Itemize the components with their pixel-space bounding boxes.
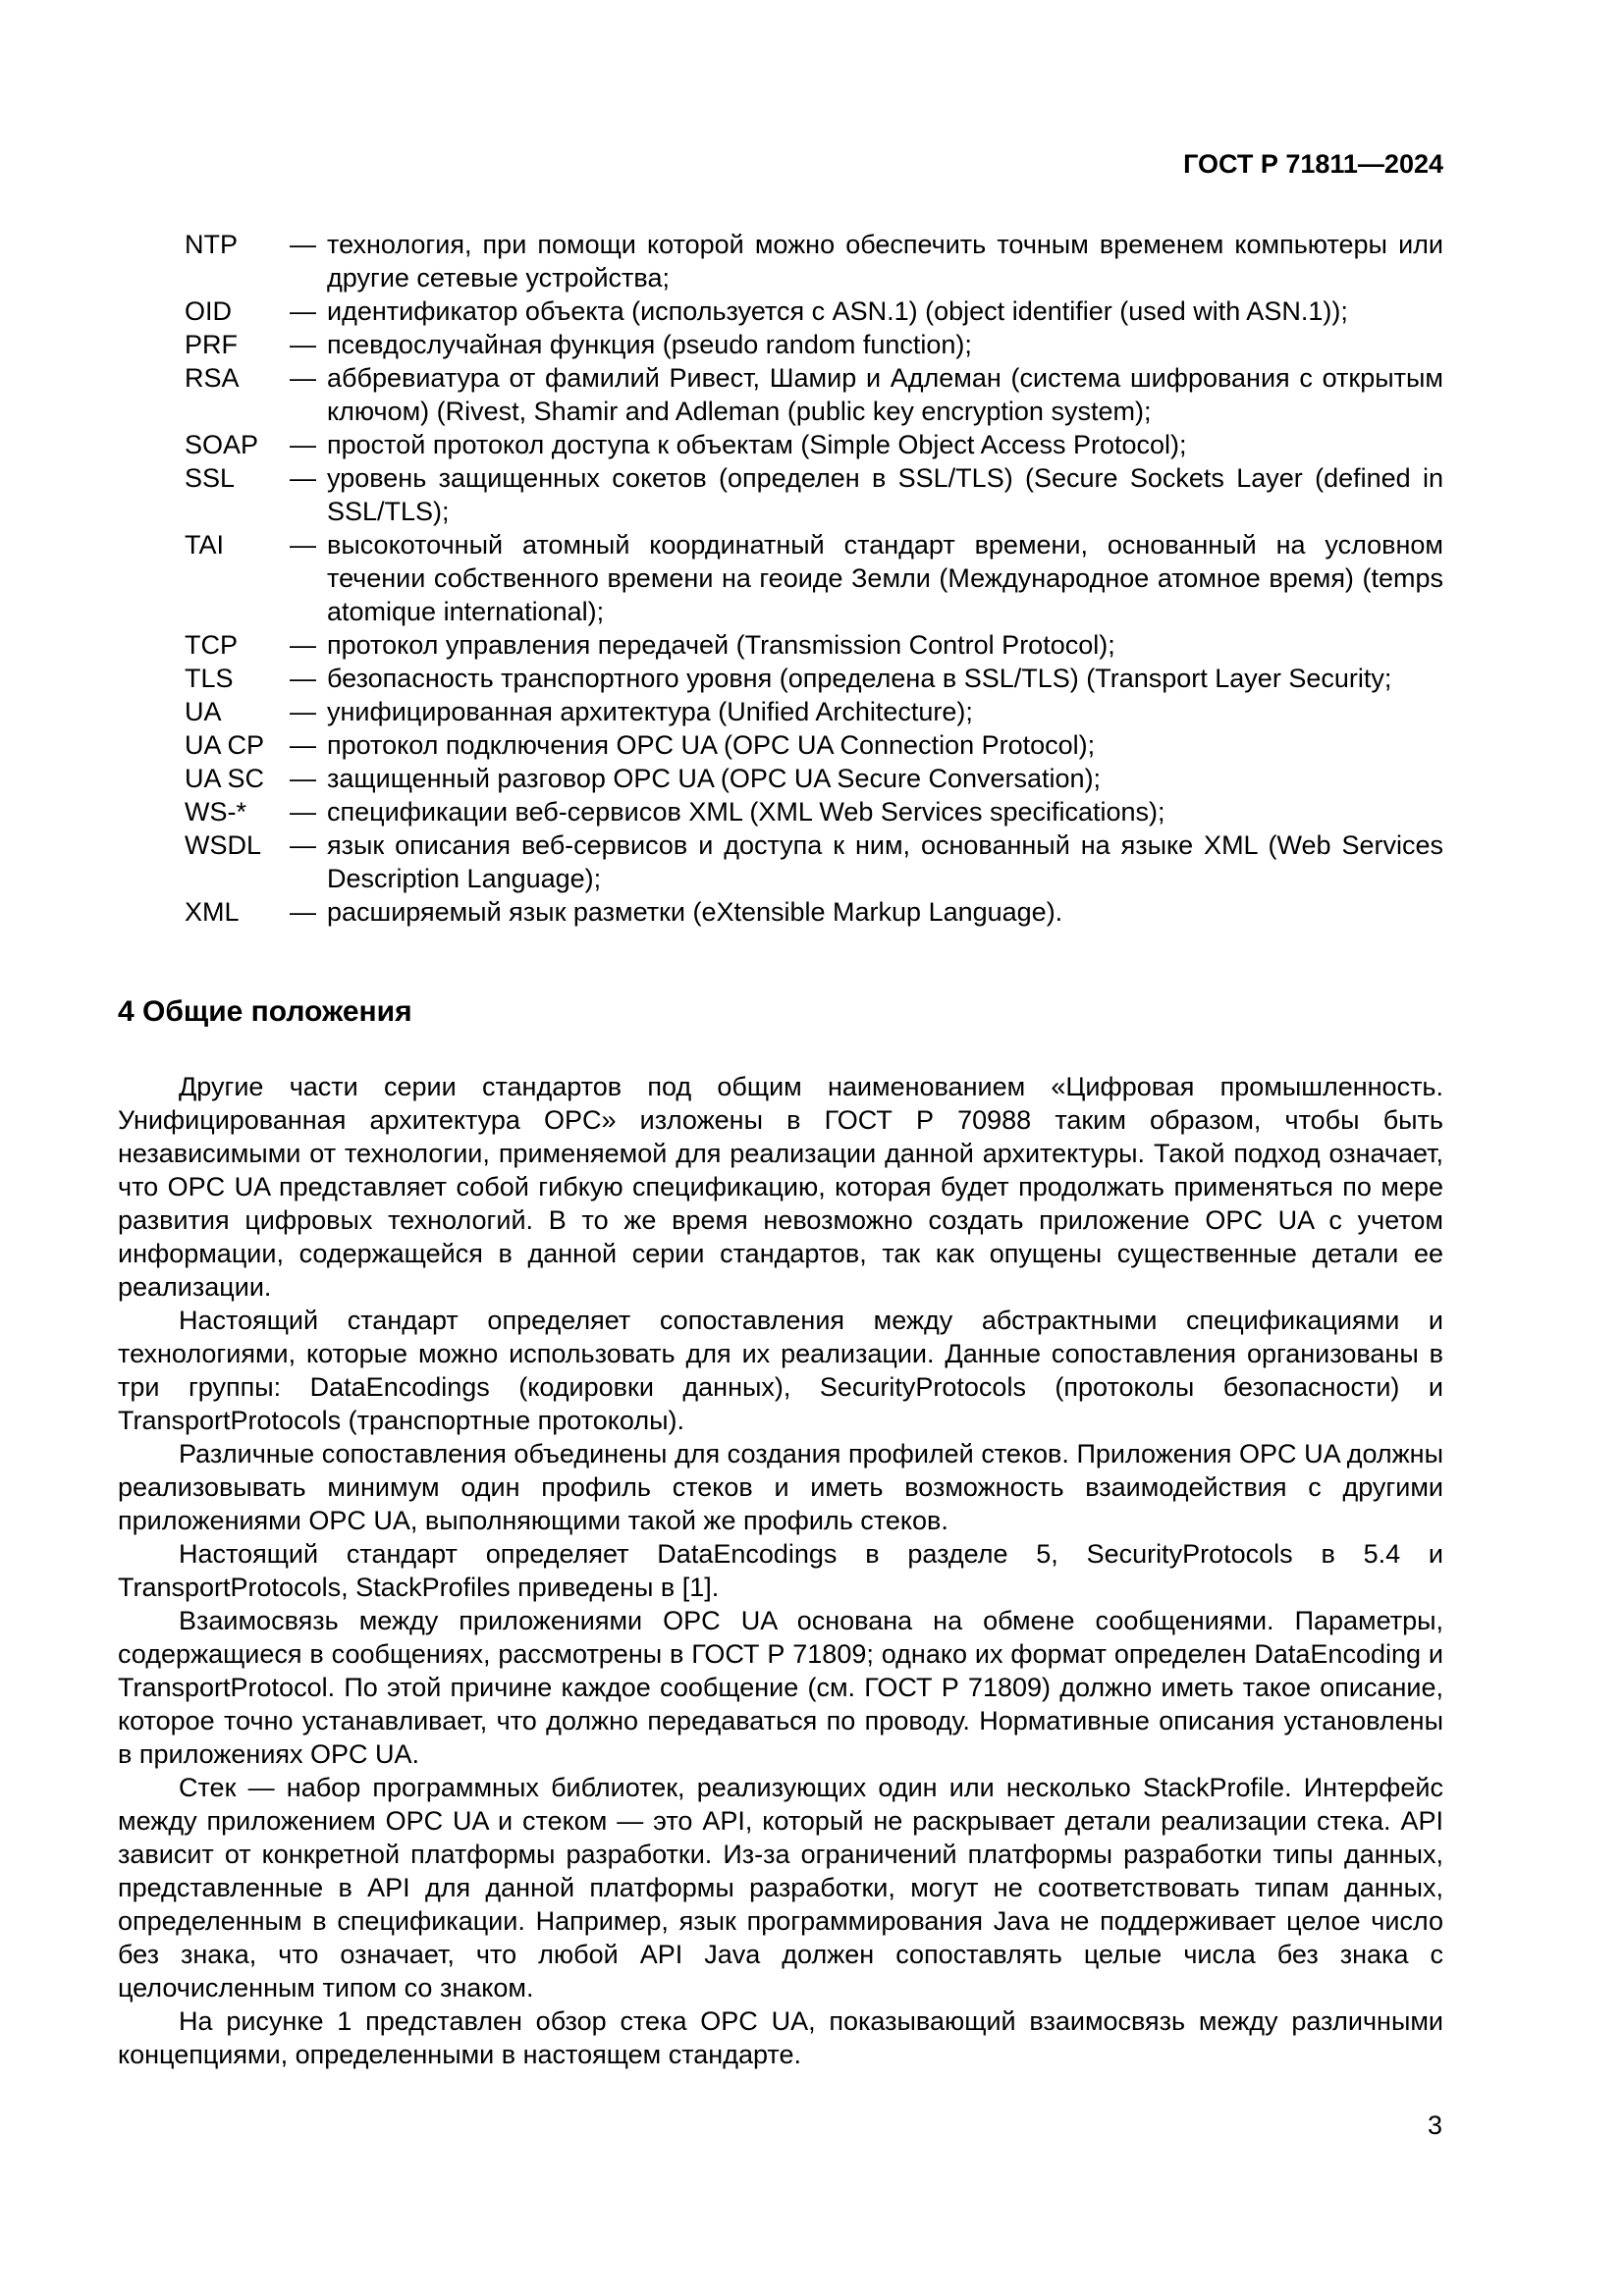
term-row: [185, 361, 1443, 428]
term-row: [185, 795, 1443, 828]
term-definition: уровень защищенных сокетов (определен в SSL/TLS) (Secure Sockets Layer (defined in SSL/TLS);: [327, 463, 1443, 526]
term-definition: технология, при помощи которой можно обеспечить точным временем компьютеры или другие сетевые устройства;: [327, 230, 1443, 293]
term-definition: расширяемый язык разметки (eXtensible Markup Language).: [327, 897, 1063, 927]
term-row: [185, 294, 1443, 328]
page-content: [118, 147, 1443, 2071]
term-dash: —: [290, 463, 316, 493]
term-dash: —: [290, 330, 316, 359]
term-row: [185, 628, 1443, 662]
term-definition: спецификации веб-сервисов XML (XML Web Services specifications);: [327, 797, 1165, 827]
term-dash: —: [290, 664, 316, 693]
term-definition: высокоточный атомный координатный стандарт времени, основанный на условном течении собственного времени на геоиде Земли (Международное атомное время) (temps atomique international);: [327, 530, 1443, 626]
term-definition: идентификатор объекта (используется с ASN.1) (object identifier (used with ASN.1));: [327, 296, 1348, 326]
section-heading: 4 Общие положения: [118, 995, 412, 1028]
page-number: 3: [1427, 2110, 1442, 2140]
paragraph: Настоящий стандарт определяет сопоставления между абстрактными спецификациями и технологиями, которые можно использовать для их реализации. Данные сопоставления организованы в три группы: DataEncodings (кодировки данных), SecurityProtocols (протоколы безопасности) и TransportProtocols (транспортные протоколы).: [118, 1306, 1443, 1435]
term-abbreviation: WS-*: [185, 797, 246, 827]
term-row: [185, 895, 1443, 929]
term-dash: —: [290, 630, 316, 660]
term-definition: протокол подключения OPC UA (OPC UA Connection Protocol);: [327, 730, 1096, 760]
document-header: [118, 147, 1443, 181]
paragraph: Взаимосвязь между приложениями OPC UA основана на обмене сообщениями. Параметры, содержащиеся в сообщениях, рассмотрены в ГОСТ Р 71809; однако их формат определен DataEncoding и TransportProtocol. По этой причине каждое сообщение (см. ГОСТ Р 71809) должно иметь такое описание, которое точно устанавливает, что должно передаваться по проводу. Нормативные описания установлены в приложениях OPC UA.: [118, 1606, 1443, 1769]
term-abbreviation: UA CP: [185, 730, 265, 760]
term-row: [185, 428, 1443, 461]
term-definition: язык описания веб-сервисов и доступа к ним, основанный на языке XML (Web Services Description Language);: [327, 830, 1443, 893]
term-dash: —: [290, 797, 316, 827]
term-abbreviation: TAI: [185, 530, 224, 560]
term-abbreviation: UA: [185, 697, 222, 726]
term-row: [185, 228, 1443, 294]
term-abbreviation: OID: [185, 296, 233, 326]
paragraph: На рисунке 1 представлен обзор стека OPC UA, показывающий взаимосвязь между различными концепциями, определенными в настоящем стандарте.: [118, 2006, 1443, 2069]
term-row: [185, 662, 1443, 695]
document-title: ГОСТ Р 71811—2024: [1183, 149, 1443, 179]
term-row: [185, 762, 1443, 795]
term-dash: —: [290, 363, 316, 393]
term-dash: —: [290, 230, 316, 259]
term-definition: аббревиатура от фамилий Ривест, Шамир и Адлеман (система шифрования с открытым ключом) (Rivest, Shamir and Adleman (public key encryption system);: [327, 363, 1443, 426]
term-abbreviation: NTP: [185, 230, 238, 259]
term-row: [185, 728, 1443, 762]
term-definition: защищенный разговор OPC UA (OPC UA Secure Conversation);: [327, 764, 1102, 793]
paragraph: Стек — набор программных библиотек, реализующих один или несколько StackProfile. Интерфейс между приложением OPC UA и стеком — это API, который не раскрывает детали реализации стека. API зависит от конкретной платформы разработки. Из-за ограничений платформы разработки типы данных, представленные в API для данной платформы разработки, могут не соответствовать типам данных, определенным в спецификации. Например, язык программирования Java не поддерживает целое число без знака, что означает, что любой API Java должен сопоставлять целые числа без знака с целочисленным типом со знаком.: [118, 1773, 1443, 2002]
term-abbreviation: TLS: [185, 664, 234, 693]
term-abbreviation: TCP: [185, 630, 238, 660]
term-abbreviation: SSL: [185, 463, 236, 493]
term-definition: унифицированная архитектура (Unified Architecture);: [327, 697, 973, 726]
term-definition: псевдослучайная функция (pseudo random function);: [327, 330, 972, 359]
term-definition: протокол управления передачей (Transmission Control Protocol);: [327, 630, 1115, 660]
term-dash: —: [290, 830, 316, 860]
term-dash: —: [290, 430, 316, 459]
term-dash: —: [290, 764, 316, 793]
term-abbreviation: PRF: [185, 330, 238, 359]
term-abbreviation: XML: [185, 897, 240, 927]
term-row: [185, 461, 1443, 528]
term-dash: —: [290, 897, 316, 927]
term-abbreviation: WSDL: [185, 830, 262, 860]
term-dash: —: [290, 296, 316, 326]
term-dash: —: [290, 697, 316, 726]
term-row: [185, 528, 1443, 628]
term-abbreviation: UA SC: [185, 764, 265, 793]
term-abbreviation: SOAP: [185, 430, 259, 459]
term-dash: —: [290, 530, 316, 560]
paragraph: Настоящий стандарт определяет DataEncodings в разделе 5, SecurityProtocols в 5.4 и TransportProtocols, StackProfiles приведены в [1].: [118, 1539, 1443, 1602]
term-dash: —: [290, 730, 316, 760]
term-row: [185, 695, 1443, 728]
term-definition: простой протокол доступа к объектам (Simple Object Access Protocol);: [327, 430, 1187, 459]
term-row: [185, 828, 1443, 895]
paragraph: Другие части серии стандартов под общим наименованием «Цифровая промышленность. Унифицированная архитектура OPC» изложены в ГОСТ Р 70988 таким образом, чтобы быть независимыми от технологии, применяемой для реализации данной архитектуры. Такой подход означает, что OPC UA представляет собой гибкую спецификацию, которая будет продолжать применяться по мере развития цифровых технологий. В то же время невозможно создать приложение OPC UA с учетом информации, содержащейся в данной серии стандартов, так как опущены существенные детали ее реализации.: [118, 1072, 1443, 1302]
term-row: [185, 328, 1443, 361]
body-paragraphs: [118, 1070, 1443, 2071]
term-definition: безопасность транспортного уровня (определена в SSL/TLS) (Transport Layer Security;: [327, 664, 1392, 693]
abbreviations-list: [118, 228, 1443, 929]
paragraph: Различные сопоставления объединены для создания профилей стеков. Приложения OPC UA должны реализовывать минимум один профиль стеков и иметь возможность взаимодействия с другими приложениями OPC UA, выполняющими такой же профиль стеков.: [118, 1439, 1443, 1535]
term-abbreviation: RSA: [185, 363, 240, 393]
